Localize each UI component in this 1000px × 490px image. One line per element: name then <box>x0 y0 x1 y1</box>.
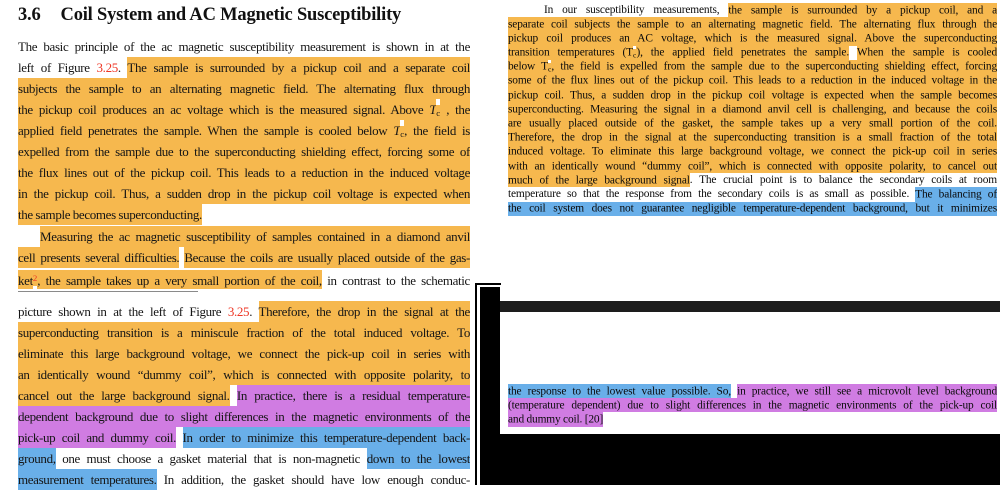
text-line <box>18 322 470 343</box>
highlight-segment: the response to the lowest value possible. So, <box>508 385 731 397</box>
text-line <box>508 60 997 74</box>
text-line <box>18 162 470 183</box>
highlight-segment: cell presents several difficulties. <box>18 247 179 268</box>
text-segment: The basic principle of the ac magnetic susceptibility measurement is shown in at the <box>18 39 470 54</box>
text-line <box>508 412 997 426</box>
highlight-segment: below T <box>508 60 548 73</box>
text-line <box>508 74 997 88</box>
figure-frame-vertical-line <box>475 283 477 485</box>
text-line <box>508 187 997 201</box>
text-segment <box>849 47 857 59</box>
left-paragraph-1 <box>18 36 470 225</box>
text-segment: temperature so that the response from the secondary coils is as small as possible. <box>508 188 916 201</box>
text-line <box>18 469 470 490</box>
text-segment <box>176 430 183 445</box>
text-line <box>508 173 997 187</box>
figure-black-horizontal-bar <box>500 301 1000 312</box>
highlight-segment: , the <box>440 99 470 120</box>
highlight-segment: When the sample is cooled <box>856 46 997 59</box>
highlight-segment: ket <box>18 270 33 289</box>
highlight-segment: pick-up coil and dummy coil. <box>18 427 176 448</box>
highlight-segment: pickup coil. Thus, a sudden drop in the pickup coil voltage is expected when the sample becomes <box>508 89 997 102</box>
text-line <box>18 120 470 141</box>
text-segment: In our susceptibility measurements, <box>544 4 729 16</box>
highlight-segment: Measuring the ac magnetic susceptibility of samples contained in a diamond anvil <box>40 226 470 247</box>
text-line <box>508 159 997 173</box>
text-line <box>18 406 470 427</box>
figure-black-bottom-block <box>480 434 1000 485</box>
text-line <box>18 183 470 204</box>
text-line <box>18 448 470 469</box>
highlight-segment: c <box>547 64 552 74</box>
text-line <box>18 247 470 268</box>
highlight-segment: with an identically wound “dummy coil”, which is connected with opposite polarity, to cancel out <box>508 160 997 173</box>
highlight-segment: dependent background due to slight differences in the magnetic environments of the <box>18 406 470 427</box>
text-line <box>18 78 470 99</box>
figure-link[interactable]: 3.25 <box>227 304 250 319</box>
highlight-segment: transition temperatures (T <box>508 46 633 59</box>
highlight-segment: , the sample takes up a very small portion of the coil, <box>37 270 322 289</box>
highlight-segment: c <box>436 105 440 120</box>
text-line <box>508 31 997 45</box>
figure-frame-top-line <box>475 283 501 285</box>
highlight-segment: induced voltage. To eliminate this large background voltage, we connect the pick-up coil in series <box>508 145 997 158</box>
text-line <box>18 343 470 364</box>
section-title: Coil System and AC Magnetic Susceptibility <box>60 5 402 25</box>
highlight-segment: in the pickup coil. Thus, a sudden drop in the pickup coil voltage is expected when <box>18 183 470 204</box>
text-line <box>18 268 470 289</box>
highlight-segment: , the field is expelled from the sample due to the superconducting shielding effect, forcing <box>551 60 997 73</box>
highlight-segment: much of the large background signal <box>508 174 690 187</box>
text-line <box>18 36 470 57</box>
highlight-segment: and dummy coil. [20] <box>508 413 604 426</box>
right-paragraph-2 <box>508 384 997 427</box>
text-line <box>508 117 997 131</box>
right-paragraph-1 <box>508 3 997 216</box>
highlight-segment: expelled from the sample due to the superconducting shielding effect, forcing some of <box>18 141 470 162</box>
highlight-segment: subjects the sample to an alternating magnetic field. The alternating flux through <box>18 78 470 99</box>
highlight-segment: c <box>633 50 637 60</box>
text-line <box>18 99 470 120</box>
highlight-segment: Therefore, the drop in the signal at the superconducting transition is a small fraction of the total <box>508 131 997 144</box>
highlight-segment: the flux lines out of the pickup coil. This leads to a reduction in the induced voltage <box>18 162 470 183</box>
highlight-segment: the coil system does not guarantee negligible temperature-dependent background, but it minimizes <box>508 202 997 215</box>
footnote-rule <box>18 291 198 292</box>
highlight-segment: The balancing of <box>915 188 997 201</box>
highlight-segment: the sample is surrounded by a pickup coil, and a <box>728 4 997 16</box>
highlight-segment: down to the lowest <box>367 448 470 469</box>
text-segment: . The crucial point is to balance the secondary coils at room <box>689 174 997 187</box>
highlight-segment: applied field penetrates the sample. When the sample is cooled below <box>18 120 393 141</box>
text-segment: left of Figure <box>18 60 97 75</box>
highlight-segment: The sample is surrounded by a pickup coil and a separate coil <box>127 57 470 78</box>
text-line <box>18 204 470 225</box>
figure-link[interactable]: 3.25 <box>96 60 118 75</box>
left-paragraph-2 <box>18 226 470 289</box>
highlight-segment: (temperature dependent) due to slight differences in the magnetic environments of the pick-up coil <box>508 399 997 412</box>
text-line <box>18 57 470 78</box>
highlight-segment: Therefore, the drop in the signal at the <box>259 301 470 322</box>
text-line <box>508 3 997 17</box>
highlight-segment: , the field is <box>404 120 470 141</box>
highlight-segment: the sample becomes superconducting. <box>18 204 202 225</box>
text-line <box>508 46 997 60</box>
highlight-segment: eliminate this large background voltage, we connect the pick-up coil in series with <box>18 343 470 364</box>
text-line <box>18 385 470 406</box>
highlight-segment: T <box>393 120 400 141</box>
text-line <box>18 427 470 448</box>
highlight-segment: the pickup coil produces an ac voltage which is the measured signal. Above <box>18 99 429 120</box>
text-line <box>18 301 470 322</box>
highlight-segment: pickup coil produces an AC voltage, which is the measured signal. Above the superconducting <box>508 32 997 45</box>
text-segment: picture shown in at the left of Figure <box>18 304 228 319</box>
highlight-segment: In practice, there is a residual temperature- <box>237 385 470 406</box>
text-line <box>508 88 997 102</box>
highlight-segment: in practice, we still see a microvolt level background <box>737 385 997 397</box>
highlight-segment: superconducting transition is a miniscule fraction of the total induced voltage. To <box>18 322 470 343</box>
highlight-segment: c <box>400 126 404 141</box>
highlight-segment: cancel out the large background signal. <box>18 385 230 406</box>
text-segment: in contrast to the schematic <box>321 272 470 288</box>
text-segment <box>230 388 237 403</box>
highlight-segment: 2 <box>33 270 37 286</box>
highlight-segment: ), the applied field penetrates the sample. <box>636 46 850 59</box>
highlight-segment: In order to minimize this temperature-dependent back- <box>183 427 470 448</box>
text-line <box>18 364 470 385</box>
highlight-segment: measurement temperatures. <box>18 469 157 490</box>
highlight-segment: are usually placed outside of the gasket, the sample takes up a very small portion of the coil. <box>508 117 997 130</box>
text-line <box>18 226 470 247</box>
section-number: 3.6 <box>18 5 41 25</box>
left-paragraph-3 <box>18 301 470 490</box>
text-line <box>508 131 997 145</box>
section-heading <box>18 5 470 26</box>
highlight-segment: ground, <box>18 448 56 469</box>
text-segment: In addition, the gasket should have low enough conduc- <box>156 472 470 487</box>
text-line <box>508 202 997 216</box>
highlight-segment: some of the flux lines out of the pickup coil. This leads to a reduction in the induced voltage in the <box>508 74 997 87</box>
highlight-segment: Because the coils are usually placed outside of the gas- <box>184 247 470 268</box>
text-line <box>18 141 470 162</box>
text-line <box>508 102 997 116</box>
text-line <box>508 145 997 159</box>
text-segment: one must choose a gasket material that is non-magnetic <box>55 451 367 466</box>
highlight-segment: separate coil subjects the sample to an alternating magnetic field. The alternating flux through the <box>508 18 997 31</box>
highlight-segment: an identically wound “dummy coil”, which is connected with opposite polarity, to <box>18 364 470 385</box>
text-segment: . <box>249 304 259 319</box>
highlight-segment: T <box>429 99 436 120</box>
text-line <box>508 17 997 31</box>
text-line <box>508 398 997 412</box>
highlight-segment: superconducting. Measuring the signal in a diamond anvil cell is challenging, and because the coils <box>508 103 997 116</box>
text-segment: . <box>117 60 128 75</box>
text-line <box>508 384 997 398</box>
